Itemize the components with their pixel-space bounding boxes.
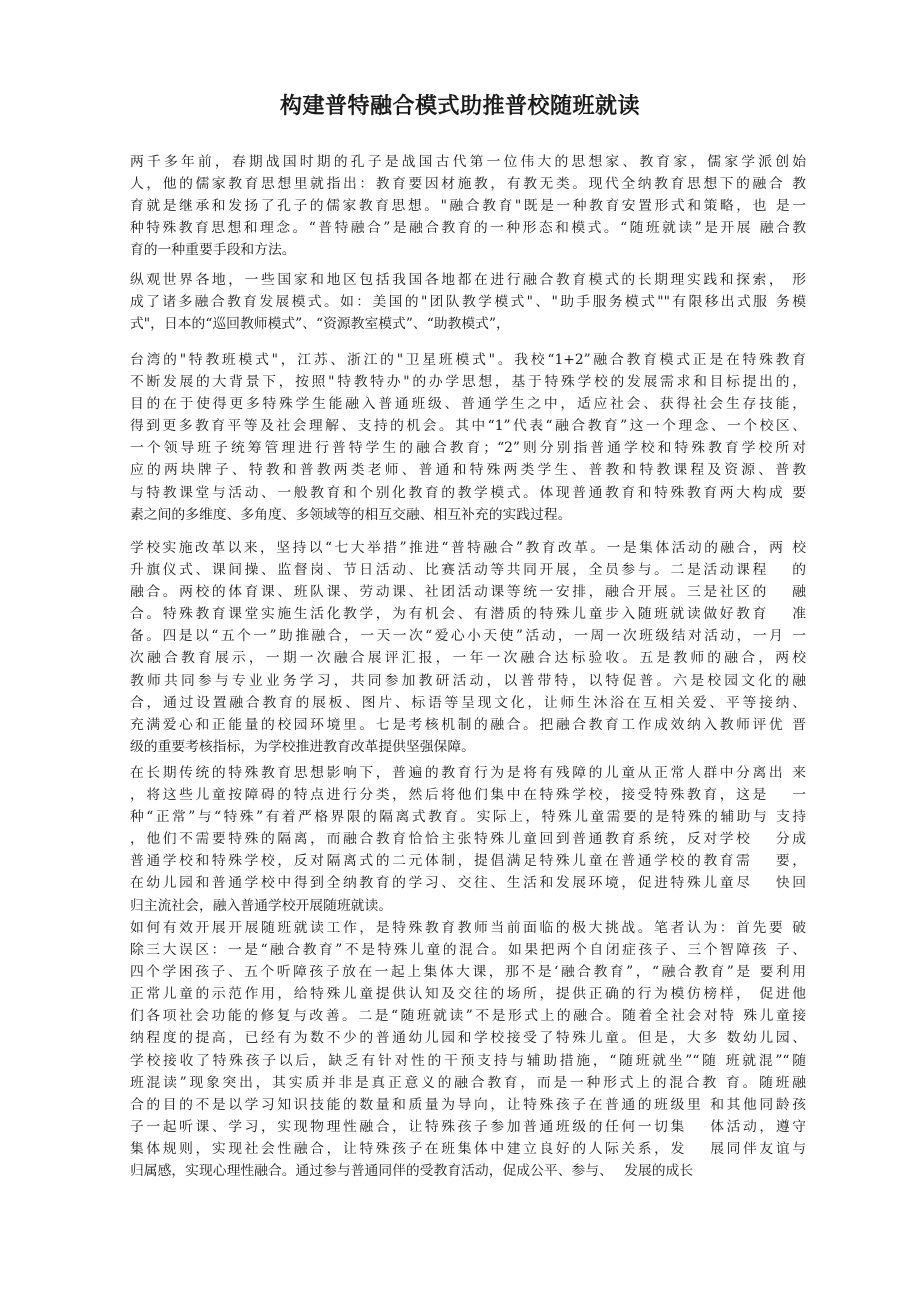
paragraph-line: 班混读”现象突出，其实质并非是真正意义的融合教育，而是一种形式上的混合教 育。随班融: [130, 1074, 806, 1091]
paragraph-world-models: [130, 269, 806, 335]
paragraph-confucius-intro: [130, 151, 806, 261]
document-title: 构建普特融合模式助推普校随班就读: [279, 94, 640, 119]
paragraph-line: 充满爱心和正能量的校园环境里。七是考核机制的融合。把融合教育工作成效纳入教师评优 晋: [130, 716, 806, 733]
paragraph-line: 普通学校和特殊学校，反对隔离式的二元体制，提倡满足特殊儿童在普通学校的教育需 要，: [130, 853, 806, 870]
paragraph-line: 得到更多教育平等及社会理解、支持的机会。其中“1”代表“融合教育”这一个理念、一个校区、: [130, 418, 806, 435]
paragraph-line: 育就是继承和发扬了孔子的儒家教育思想。"融合教育"既是一种教育安置形式和策略，也 是一: [130, 198, 806, 215]
paragraph-line: 种特殊教育思想和理念。“普特融合”是融合教育的一种形态和模式。“随班就读”是开展 融合教: [130, 220, 806, 237]
paragraph-line: 备。四是以“五个一”助推融合，一天一次“爱心小天使”活动，一周一次班级结对活动，一月 一: [130, 628, 806, 645]
paragraph-line: 学校接收了特殊孩子以后，缺乏有针对性的干预支持与辅助措施，“随班就坐”“随 班就混”“随: [130, 1052, 806, 1069]
paragraph-line: 融合。两校的体育课、班队课、劳动课、社团活动课等统一安排，融合开展。三是社区的 融: [130, 584, 806, 601]
paragraph-line: 与特教课堂与活动、一般教育和个别化教育的教学模式。体现普通教育和特殊教育两大构成 要: [130, 484, 806, 501]
paragraph-line: 归属感，实现心理性融合。通过参与普通同伴的受教育活动，促成公平、参与、 发展的成长: [130, 1163, 694, 1180]
paragraph-line: 育的一种重要手段和方法。: [130, 242, 296, 259]
paragraph-line: 合，通过设置融合教育的展板、图片、标语等呈现文化，让师生沐浴在互相关爱、平等接纳、: [130, 694, 806, 711]
paragraph-line: 归主流社会，融入普通学校开展随班就读。: [130, 897, 393, 914]
paragraph-line: 正常儿童的示范作用，给特殊儿童提供认知及交往的场所，提供正确的行为模仿榜样， 促进他: [130, 986, 806, 1003]
paragraph-line: ，他们不需要特殊的隔离，而融合教育恰恰主张特殊儿童回到普通教育系统，反对学校 分成: [130, 831, 806, 848]
paragraph-line: 成了诸多融合教育发展模式。如：美国的"团队教学模式"、"助手服务模式""有限移出式服 务模: [130, 294, 806, 311]
paragraph-line: 目的在于使得更多特殊学生能融入普通班级、普通学生之中，适应社会、获得社会生存技能，: [130, 396, 806, 413]
paragraph-line: 集体规则，实现社会性融合，让特殊孩子在班集体中建立良好的人际关系，发 展同伴友谊与: [130, 1140, 806, 1157]
paragraph-line: 教师共同参与专业业务学习，共同参加教研活动，以普带特，以特促普。六是校园文化的融: [130, 672, 806, 689]
paragraph-line: 在长期传统的特殊教育思想影响下，普遍的教育行为是将有残障的儿童从正常人群中分离出 来: [130, 765, 806, 781]
paragraph-school-model: [130, 349, 806, 526]
paragraph-line: ，将这些儿童按障碍的特点进行分类，然后将他们集中在特殊学校，接受特殊教育，这是 一: [130, 787, 806, 804]
paragraph-line: 纳程度的提高，已经有为数不少的普通幼儿园和学校接受了特殊儿童。但是，大多 数幼儿园、: [130, 1030, 806, 1047]
paragraph-line: 人，他的儒家教育思想里就指出：教育要因材施教，有教无类。现代全纳教育思想下的融合 教: [130, 176, 806, 193]
paragraph-line: 在幼儿园和普通学校中得到全纳教育的学习、交往、生活和发展环境，促进特殊儿童尽 快回: [130, 875, 806, 892]
paragraph-line: 升旗仪式、课间操、监督岗、节日活动、比赛活动等共同开展，全员参与。二是活动课程 的: [130, 562, 806, 579]
paragraph-line: 学校实施改革以来，坚持以“七大举措”推进“普特融合”教育改革。一是集体活动的融合，两 校: [130, 540, 806, 556]
paragraph-line: 两千多年前，春期战国时期的孔子是战国古代第一位伟大的思想家、教育家，儒家学派创始: [130, 154, 806, 170]
paragraph-line: 纵观世界各地，一些国家和地区包括我国各地都在进行融合教育模式的长期理实践和探索， 形: [130, 272, 806, 288]
paragraph-line: 四个学困孩子、五个听障孩子放在一起上集体大课，那不是‘融合教育”，“融合教育”是 要利用: [130, 964, 806, 981]
paragraph-misconceptions: [130, 917, 806, 1182]
paragraph-line: 合的目的不是以学习知识技能的数量和质量为导向，让特殊孩子在普通的班级里 和其他同龄孩: [130, 1096, 806, 1113]
paragraph-line: 级的重要考核指标，为学校推进教育改革提供坚强保障。: [130, 738, 475, 755]
paragraph-seven-measures: [130, 537, 806, 758]
paragraph-line: 子一起听课、学习，实现物理性融合，让特殊孩子参加普通班级的任何一切集 体活动，遵守: [130, 1118, 806, 1135]
paragraph-line: 们各项社会功能的修复与改善。二是“随班就读”不是形式上的融合。随着全社会对特 殊儿童接: [130, 1008, 806, 1025]
paragraph-line: 台湾的"特教班模式"，江苏、浙江的"卫星班模式"。我校“1+2”融合教育模式正是在特殊教育: [130, 352, 806, 368]
paragraph-line: 除三大误区：一是“融合教育”不是特殊儿童的混合。如果把两个自闭症孩子、三个智障孩 子、: [130, 942, 806, 959]
paragraph-line: 素之间的多维度、多角度、多领域等的相互交融、相互补充的实践过程。: [130, 506, 572, 523]
paragraph-segregated-education: [130, 762, 806, 917]
paragraph-line: 一个领导班子统筹管理进行普特学生的融合教育；“2”则分别指普通学校和特殊教育学校所对: [130, 440, 806, 457]
paragraph-line: 如何有效开展开展随班就读工作，是特殊教育教师当前面临的极大挑战。笔者认为：首先要 破: [130, 920, 806, 936]
paragraph-line: 不断发展的大背景下，按照"特教特办"的办学思想，基于特殊学校的发展需求和目标提出的，: [130, 374, 806, 391]
paragraph-line: 种“正常”与“特殊”有着严格界限的隔离式教育。实际上，特殊儿童需要的是特殊的辅助与 支持: [130, 809, 806, 826]
paragraph-line: 合。特殊教育课堂实施生活化教学，为有机会、有潜质的特殊儿童步入随班就读做好教育 准: [130, 606, 806, 623]
paragraph-line: 次融合教育展示，一期一次融合展评汇报，一年一次融合达标验收。五是教师的融合，两校: [130, 650, 806, 667]
paragraph-line: 应的两块牌子、特教和普教两类老师、普通和特殊两类学生、普教和特教课程及资源、普教: [130, 462, 806, 479]
paragraph-line: 式"，日本的“巡回教师模式”、“资源教室模式”、“助教模式”，: [130, 316, 510, 333]
